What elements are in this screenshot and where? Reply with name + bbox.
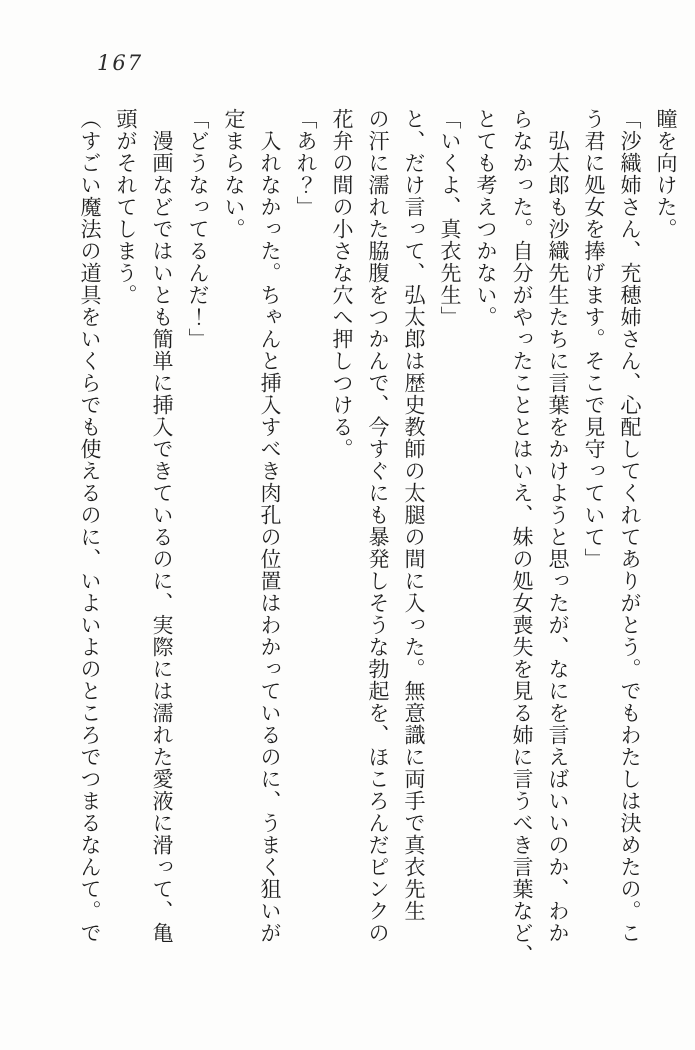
text-column: う君に処女を捧げます。そこで見守っていて」 bbox=[582, 108, 606, 570]
text-column: 瞳を向けた。 bbox=[654, 108, 678, 240]
text-column: 「あれ？」 bbox=[294, 108, 318, 218]
text-column: 頭がそれてしまう。 bbox=[114, 108, 138, 306]
text-column: 「どうなってるんだ！」 bbox=[186, 108, 210, 350]
text-column: 「沙織姉さん、充穂姉さん、心配してくれてありがとう。でもわたしは決めたの。こ bbox=[618, 108, 642, 944]
text-column: 定まらない。 bbox=[222, 108, 246, 240]
text-column: 漫画などではいとも簡単に挿入できているのに、実際には濡れた愛液に滑って、亀 bbox=[150, 108, 174, 944]
text-column: とても考えつかない。 bbox=[474, 108, 498, 328]
text-column: らなかった。自分がやったこととはいえ、妹の処女喪失を見る姉に言うべき言葉など、 bbox=[510, 108, 534, 966]
text-column: 「いくよ、真衣先生」 bbox=[438, 108, 462, 328]
text-block bbox=[72, 108, 684, 993]
page-number: 167 bbox=[97, 51, 144, 75]
text-column: （すごい魔法の道具をいくらでも使えるのに、いよいよのところでつまるなんて。で bbox=[78, 108, 102, 944]
text-column: と、だけ言って、弘太郎は歴史教師の太腿の間に入った。無意識に両手で真衣先生 bbox=[402, 108, 426, 922]
text-column: 入れなかった。ちゃんと挿入すべき肉孔の位置はわかっているのに、うまく狙いが bbox=[258, 108, 282, 944]
text-column: 花弁の間の小さな穴へ押しつける。 bbox=[330, 108, 354, 460]
text-column: 弘太郎も沙織先生たちに言葉をかけようと思ったが、なにを言えばいいのか、わか bbox=[546, 108, 570, 944]
text-column: の汗に濡れた脇腹をつかんで、今すぐにも暴発しそうな勃起を、ほころんだピンクの bbox=[366, 108, 390, 944]
